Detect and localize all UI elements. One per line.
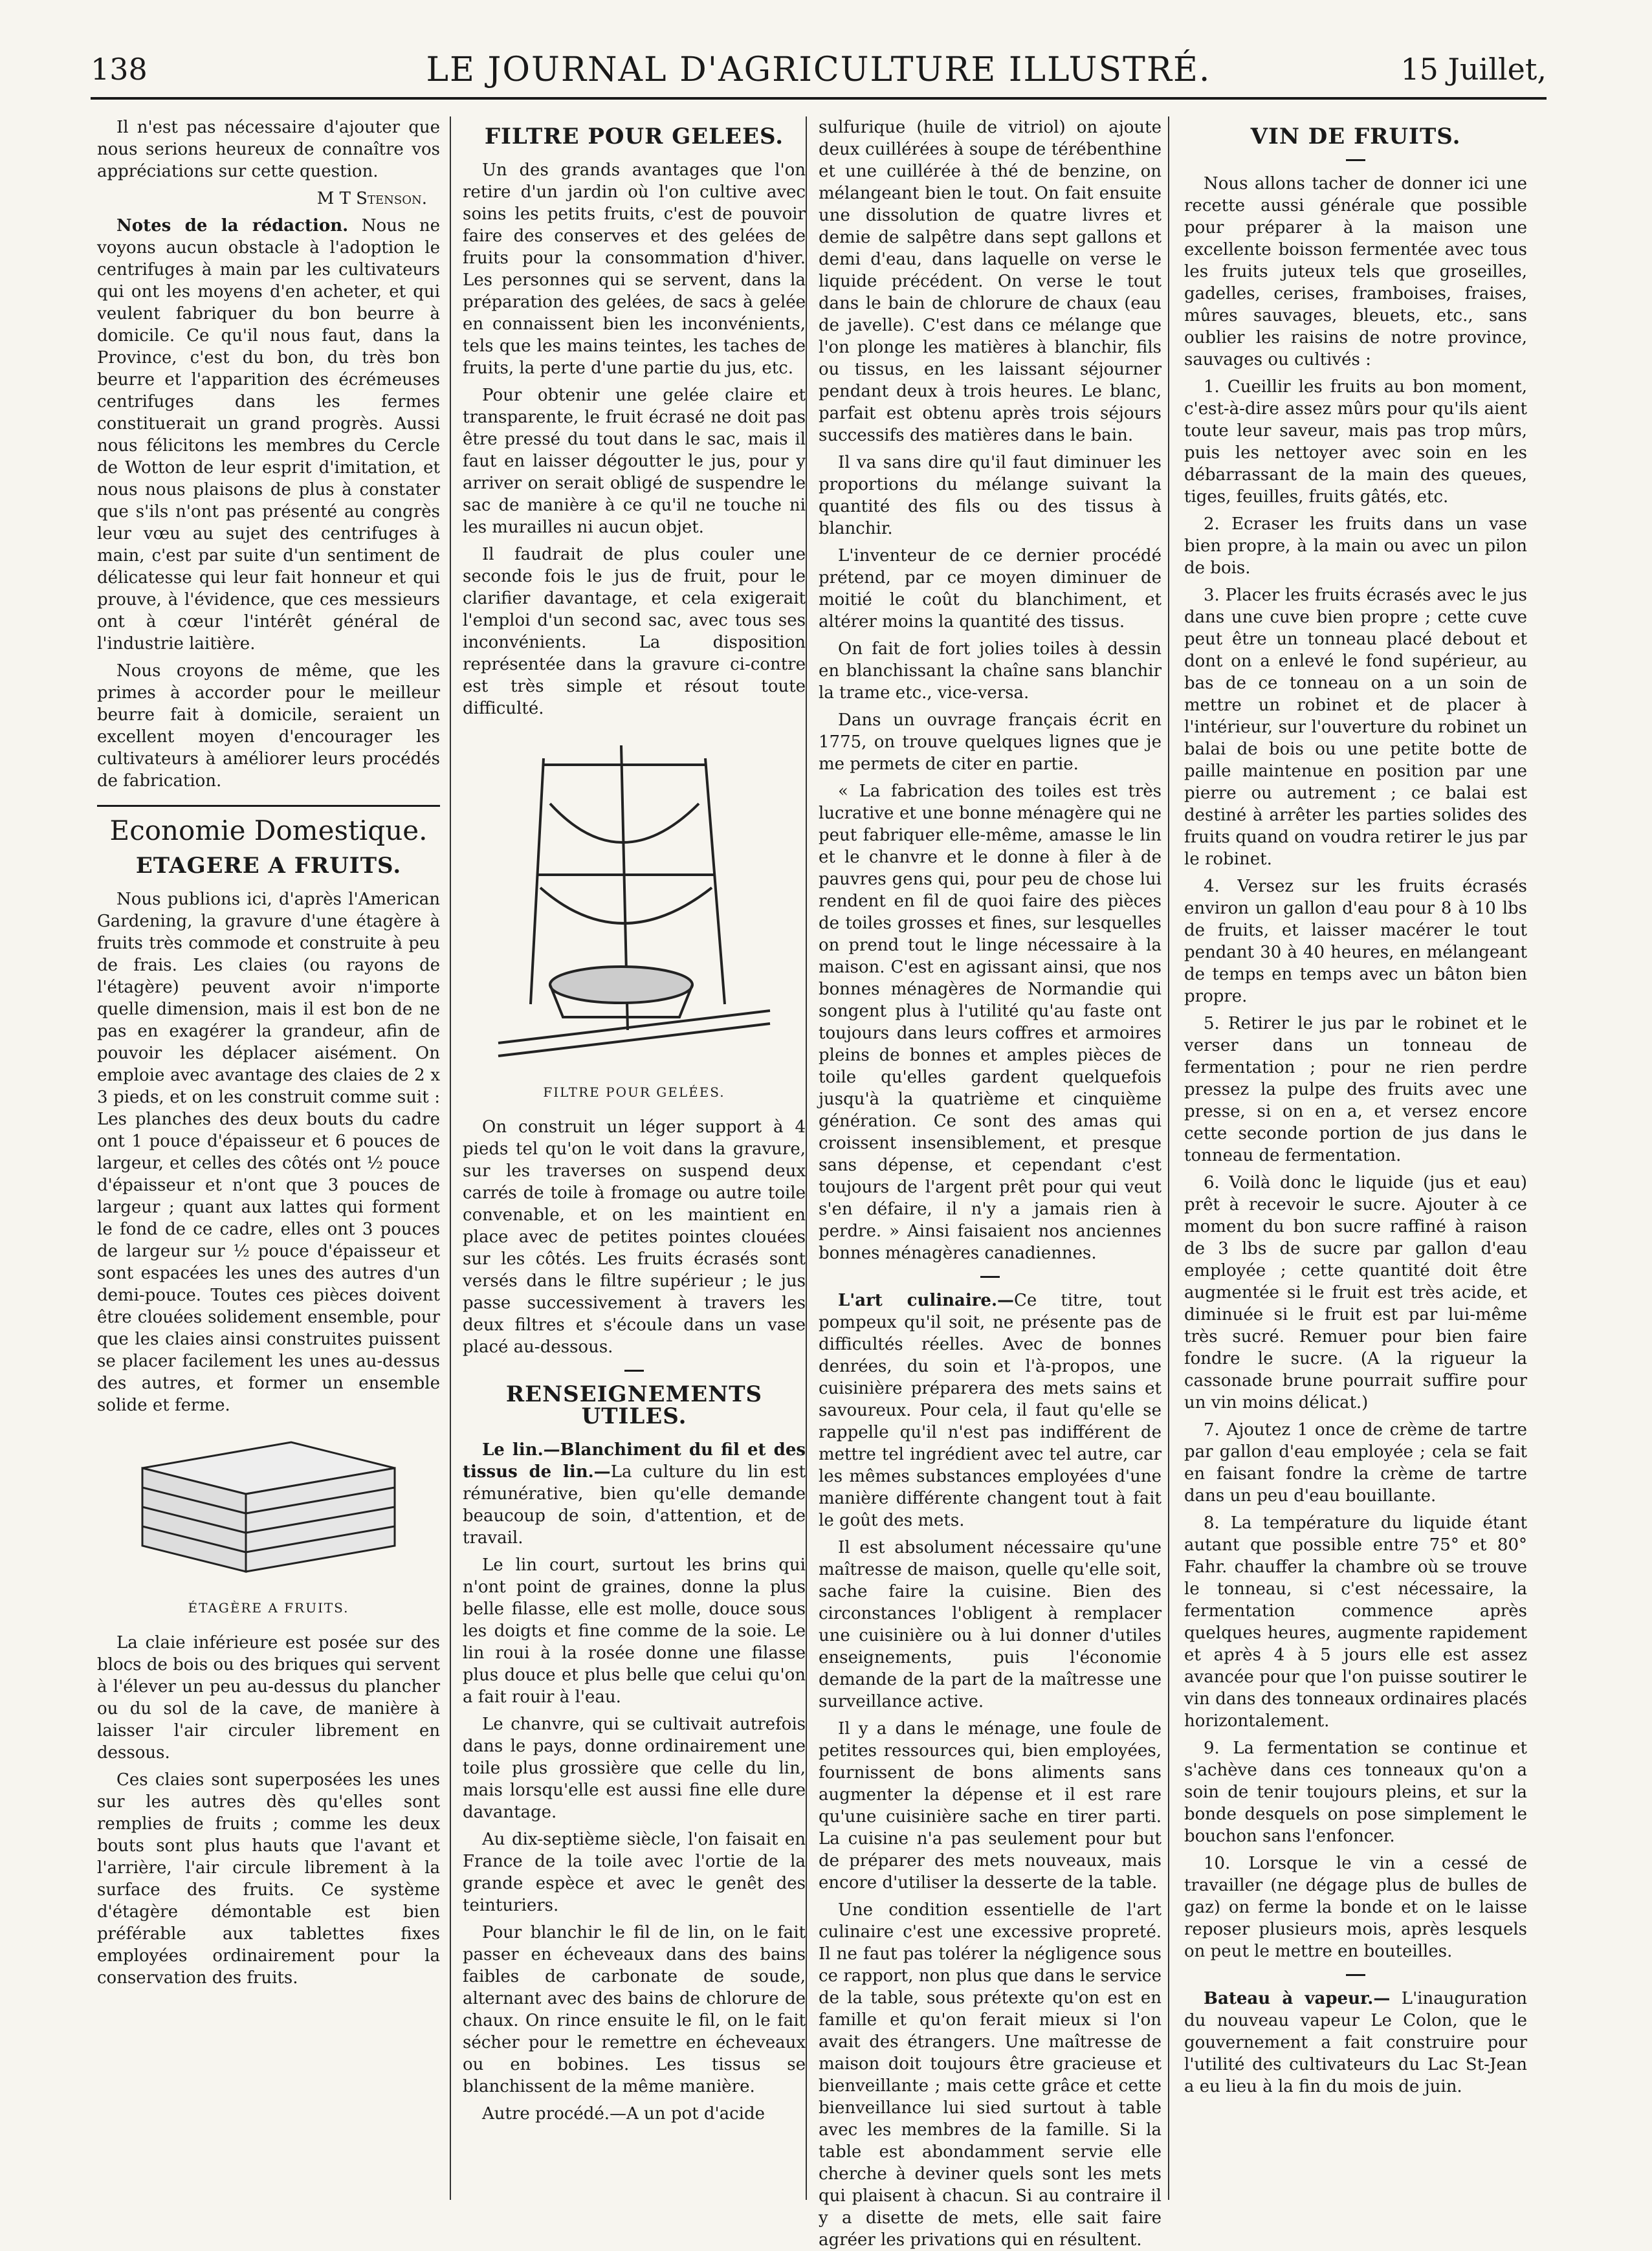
paragraph: Le chanvre, qui se cultivait autrefois dans le pays, donne ordinairement une toile plus grossière que celle du lin, mais lorsqu'elle est aussi fine elle dure davantage. bbox=[463, 1715, 806, 1822]
list-item: 5. Retirer le jus par le robinet et le verser dans un tonneau de fermentation ; pour ne rien perdre pressez la pulpe des fruits avec une presse, si on en a, et versez encore cette seconde portion de jus dans le tonneau de fermentation. bbox=[1184, 1014, 1527, 1165]
paragraph bbox=[97, 215, 440, 655]
divider bbox=[97, 805, 440, 807]
signature: M T Stenson. bbox=[316, 189, 427, 208]
issue-date: 15 Juillet, bbox=[1400, 52, 1547, 87]
list-item: 10. Lorsque le vin a cessé de travailler (ne dégage plus de bulles de gaz) on ferme la bonde et on le laisse reposer plusieurs mois, après lesquels on peut le mettre en bouteilles. bbox=[1184, 1854, 1527, 1961]
paragraph: sulfurique (huile de vitriol) on ajoute deux cuillérées à soupe de térébenthine et une cuillérée à thé de benzine, on mélangeant bien le tout. On fait ensuite une dissolution de quatre livres et demie de salpêtre dans sept gallons et demi d'eau, dans laquelle on verse le liquide précédent. On verse le tout dans le bain de chlorure de chaux (eau de javelle). C'est dans ce mélange que l'on plonge les matières à blanchir, fils ou tissus, en les laissant séjourner pendant deux à trois heures. Le blanc, parfait est obtenu après trois séjours successifs des matières dans le bain. bbox=[819, 118, 1162, 445]
paragraph: L'inventeur de ce dernier procédé prétend, par ce moyen diminuer de moitié le coût du blanchiment, et altérer moins la quantité des tissus. bbox=[819, 546, 1162, 631]
divider bbox=[624, 1370, 644, 1372]
article-title: VIN DE FRUITS. bbox=[1250, 124, 1461, 149]
list-item: 4. Versez sur les fruits écrasés environ un gallon d'eau pour 8 à 10 lbs de fruits, et laisser macérer le tout pendant 30 à 40 heures, en mélangeant de temps en temps avec un bâton bien propre. bbox=[1184, 877, 1527, 1006]
divider bbox=[1346, 159, 1365, 161]
list-item: 7. Ajoutez 1 once de crème de tartre par gallon d'eau employée ; cela se fait en faisant fondre la crème de tartre dans un peu d'eau bouillante. bbox=[1184, 1420, 1527, 1506]
paragraph: La claie inférieure est posée sur des blocs de bois ou des briques qui servent à l'élever un peu au-dessus du plancher ou du sol de la cave, de manière à laisser l'air circuler librement en dessous. bbox=[97, 1633, 440, 1762]
figure-caption: FILTRE POUR GELÉES. bbox=[543, 1084, 725, 1100]
paragraph-lead: Notes de la rédaction. bbox=[116, 216, 349, 236]
paragraph: On construit un léger support à 4 pieds tel qu'on le voit dans la gravure, sur les traverses on suspend deux carrés de toile à fromage ou autre toile convenable, et on les maintient en place avec de petites pointes clouées sur les côtés. Les fruits écrasés sont versés dans le filtre supérieur ; le jus passe successivement à travers les deux filtres et s'écoule dans un vase placé au-dessous. bbox=[463, 1117, 806, 1357]
paragraph: Le lin court, surtout les brins qui n'ont point de graines, donne la plus belle filasse, elle est molle, douce sous les doigts et fine comme de la soie. Le lin roui à la rosée donne une filasse plus douce et plus belle que celui qu'on a fait rouir à l'eau. bbox=[463, 1555, 806, 1707]
paragraph: Dans un ouvrage français écrit en 1775, on trouve quelques lignes que je me permets de citer en partie. bbox=[819, 710, 1162, 774]
paragraph: Autre procédé.—A un pot d'acide bbox=[482, 2104, 765, 2124]
column-divider bbox=[1168, 116, 1169, 2200]
paragraph-lead: L'art culinaire.— bbox=[838, 1291, 1015, 1310]
divider bbox=[980, 1276, 1000, 1278]
paragraph: Il y a dans le ménage, une foule de petites ressources qui, bien employées, fournissent de bons aliments sans augmenter la dépense et il est rare qu'une cuisinière sache en tirer parti. La cuisine n'a pas seulement pour but de préparer des mets nouveaux, mais encore d'utiliser la desserte de la table. bbox=[819, 1719, 1162, 1893]
section-title: Economie Domestique. bbox=[109, 815, 428, 846]
paragraph: Un des grands avantages que l'on retire d'un jardin où l'on cultive avec soins les petits fruits, c'est de pouvoir faire des conserves et des gelées de fruits pour la consommation d'hiver. Les personnes qui se servent, dans la préparation des gelées, de sacs à gelée en connaissent bien les inconvénients, tels que les mains teintes, les taches de fruits, la perte d'une partie du jus, etc. bbox=[463, 160, 806, 378]
page-header bbox=[91, 45, 1547, 100]
paragraph-text: La culture du lin est rémunérative, bien qu'elle demande beaucoup de soin, d'attention, et de travail. bbox=[463, 1462, 806, 1548]
paragraph-lead: Bateau à vapeur.— bbox=[1204, 1989, 1391, 2008]
paragraph: Une condition essentielle de l'art culinaire c'est une excessive propreté. Il ne faut pas tolérer la négligence sous ce rapport, non plus que dans le service de la table, sous prétexte qu'on est en famille et qu'on ferait mieux si l'on avait des étrangers. Une maîtresse de maison doit toujours être gracieuse et bienveillante ; mais cette grâce et cette bienveillance lui sied surtout à table avec les membres de la famille. Si la table est abondamment servie elle cherche à deviner quels sont les mets qui plaisent à chacun. Si au contraire il y a disette de mets, elle sait faire agréer les privations qui en résultent. bbox=[819, 1900, 1162, 2250]
column-1 bbox=[97, 116, 440, 2200]
paragraph: Nous croyons de même, que les primes à accorder pour le meilleur beurre fait à domicile, seraient un excellent moyen d'encourager les cultivateurs à améliorer leurs procédés de fabrication. bbox=[97, 661, 440, 791]
paragraph bbox=[1184, 1988, 1527, 2098]
list-item: 6. Voilà donc le liquide (jus et eau) prêt à recevoir le sucre. Ajouter à ce moment du bon sucre raffiné à raison de 3 lbs de sucre par gallon d'eau employée ; cette quantité doit être augmentée si le fruit est très acide, et diminuée si le fruit est par lui-même très sucré. Remuer pour bien faire fondre le sucre. (A la rigueur la cassonade brune pourrait suffire pour un vin moins délicat.) bbox=[1184, 1173, 1527, 1412]
section-title: RENSEIGNEMENTS UTILES. bbox=[505, 1381, 763, 1429]
journal-title: LE JOURNAL D'AGRICULTURE ILLUSTRÉ. bbox=[426, 50, 1211, 89]
paragraph bbox=[463, 1439, 806, 1549]
paragraph: Nous publions ici, d'après l'American Gardening, la gravure d'une étagère à fruits très commode et construite à peu de frais. Les claies (ou rayons de l'étagère) peuvent avoir n'importe quelle dimension, mais il est bon de ne pas en exagérer la grandeur, afin de pouvoir les déplacer aisément. On emploie avec avantage des claies de 2 x 3 pieds, et on les construit comme suit : Les planches des deux bouts du cadre ont 1 pouce d'épaisseur et 6 pouces de largeur, et celles des côtés ont ½ pouce d'épaisseur et n'ont que 3 pouces de largeur ; quant aux lattes qui forment le fond de ce cadre, elles ont 3 pouces de largeur sur ½ pouce d'épaisseur et sont espacées les unes des autres d'un demi-pouce. Toutes ces pièces doivent être clouées solidement ensemble, pour que les claies ainsi construites puissent se placer facilement les unes au-dessus des autres, et former un ensemble solide et ferme. bbox=[97, 890, 440, 1415]
paragraph: Il est absolument nécessaire qu'une maîtresse de maison, quelle qu'elle soit, sache faire la cuisine. Bien des circonstances l'obligent à remplacer une cuisinière ou à lui donner d'utiles enseignements, puis l'économie demande de la part de la maîtresse une surveillance active. bbox=[819, 1538, 1162, 1711]
list-item: 3. Placer les fruits écrasés avec le jus dans une cuve bien propre ; cette cuve peut être un tonneau placé debout et dont on a enlevé le fond supérieur, au bas de ce tonneau on a un soin de mettre un robinet et de placer à l'intérieur, sur l'ouverture du robinet un balai de bois ou une petite botte de paille maintenue en position par une pierre ou autrement ; ce balai est destiné à arrêter les parties solides des fruits quand on voudra retirer le jus par le robinet. bbox=[1184, 586, 1527, 869]
paragraph: Pour obtenir une gelée claire et transparente, le fruit écrasé ne doit pas être pressé du tout dans le sac, mais il faut en laisser dégoutter le jus, pour y arriver on serait obligé de suspendre le sac de manière à ce qu'il ne touche ni les murailles ni aucun objet. bbox=[463, 386, 806, 537]
paragraph-lead: Le lin.—Blanchiment du fil et des tissus de lin.— bbox=[463, 1440, 806, 1482]
paragraph: On fait de fort jolies toiles à dessin en blanchissant la chaîne sans blanchir la trame etc., vice-versa. bbox=[819, 639, 1162, 703]
list-item: 2. Ecraser les fruits dans un vase bien propre, à la main ou avec un pilon de bois. bbox=[1184, 514, 1527, 578]
page-number: 138 bbox=[91, 52, 148, 87]
paragraph: Il faudrait de plus couler une seconde fois le jus de fruit, pour le clarifier davantage, et cela exigerait l'emploi d'un second sac, avec tous ses inconvénients. La disposition représentée dans la gravure ci-contre est très simple et résout toute difficulté. bbox=[463, 545, 806, 718]
divider bbox=[1346, 1974, 1365, 1976]
paragraph-text: L'inauguration du nouveau vapeur Le Colon, que le gouvernement a fait construire pour l'utilité des cultivateurs du Lac St-Jean a eu lieu à la fin du mois de juin. bbox=[1184, 1989, 1527, 2096]
filtre-illustration bbox=[463, 732, 806, 1075]
paragraph: Il n'est pas nécessaire d'ajouter que nous serions heureux de connaître vos appréciations sur cette question. bbox=[97, 118, 440, 181]
paragraph: « La fabrication des toiles est très lucrative et une bonne ménagère qui ne peut fabriquer elle-même, amasse le lin et le chanvre et le donne à filer à de pauvres gens qui, pour peu de chose lui rendent en fil de quoi faire des pièces de toiles grosses et fines, sur lesquelles on prend tout le linge nécessaire à la maison. C'est en agissant ainsi, que nos bonnes ménagères de Normandie qui songent plus à l'utilité qu'au faste ont toujours dans leurs coffres et armoires pleins de bonnes et amples pièces de toile qu'elles gardent quelquefois jusqu'à la quatrième et cinquième génération. Ce sont des amas qui croissent insensiblement, et presque sans dépense, et cependant c'est toujours de l'argent prêt pour qui veut s'en défaire, il n'y a jamais rien à perdre. » Ainsi faisaient nos anciennes bonnes ménagères canadiennes. bbox=[819, 782, 1162, 1263]
paragraph-text: Ce titre, tout pompeux qu'il soit, ne présente pas de difficultés réelles. Avec de bonnes denrées, du soin et l'à-propos, une cuisinière préparera des mets sains et savoureux. Pour cela, il faut qu'elle se rappelle qu'il n'est pas indifférent de mettre tel ingrédient avec tel autre, car les mêmes substances employées d'une manière différente changent tout à fait le goût des mets. bbox=[819, 1291, 1162, 1530]
paragraph: Ces claies sont superposées les unes sur les autres dès qu'elles sont remplies de fruits ; comme les deux bouts sont plus hauts que l'avant et l'arrière, l'air circule librement à la surface des fruits. Ce système d'étagère démontable est bien préférable aux tablettes fixes employées ordinairement pour la conservation des fruits. bbox=[97, 1770, 440, 1988]
figure-caption: ÉTAGÈRE A FRUITS. bbox=[188, 1600, 349, 1616]
column-divider bbox=[450, 116, 451, 2200]
paragraph-text: Nous ne voyons aucun obstacle à l'adoption le centrifuges à main par les cultivateurs qui ont les moyens d'en acheter, et qui veulent fabriquer du bon beurre à domicile. Ce qu'il nous faut, dans la Province, c'est du bon, du très bon beurre et l'apparition des écrémeuses centrifuges dans les fermes constituerait un grand progrès. Aussi nous félicitons les membres du Cercle de Wotton de leur esprit d'imitation, et nous nous plaisons de plus à constater que s'ils n'ont pas présenté au congrès leur vœu au sujet des centrifuges à main, c'est par suite d'un sentiment de délicatesse qui leur fait honneur et qui prouve, à l'évidence, que ces messieurs ont à cœur l'intérêt général de l'industrie laitière. bbox=[97, 216, 441, 653]
column-2 bbox=[463, 116, 806, 2200]
column-4 bbox=[1184, 116, 1527, 2200]
paragraph: Nous allons tacher de donner ici une recette aussi générale que possible pour préparer à la maison une excellente boisson fermentée avec tous les fruits juteux tels que groseilles, gadelles, cerises, framboises, fraises, mûres sauvages, bleuets, etc., sans oublier les raisins de notre province, sauvages ou cultivés : bbox=[1184, 174, 1527, 369]
paragraph: Il va sans dire qu'il faut diminuer les proportions du mélange suivant la quantité des fils ou des tissus à blanchir. bbox=[819, 453, 1162, 538]
article-title: ETAGERE A FRUITS. bbox=[135, 853, 402, 879]
paragraph: Au dix-septième siècle, l'on faisait en France de la toile avec l'ortie de la grande espèce et avec le genêt des teinturiers. bbox=[463, 1830, 806, 1915]
column-divider bbox=[806, 116, 807, 2200]
list-item: 8. La température du liquide étant autant que possible entre 75° et 80° Fahr. chauffer la chambre où se trouve le tonneau, si c'est nécessaire, la fermentation commence après quelques heures, augmente rapidement et après 4 à 5 jours elle est assez avancée pour que l'on puisse soutirer le vin dans des tonneaux ordinaires placés horizontalement. bbox=[1184, 1513, 1527, 1731]
list-item: 1. Cueillir les fruits au bon moment, c'est-à-dire assez mûrs pour qu'ils aient toute leur saveur, mais pas trop mûrs, puis les nettoyer avec soin en les débarrassant de la main des queues, tiges, feuilles, fruits gâtés, etc. bbox=[1184, 377, 1527, 507]
paragraph bbox=[819, 1290, 1162, 1532]
list-item: 9. La fermentation se continue et s'achève dans ces tonneaux qu'on a soin de tenir toujours pleins, et sur la bonde desquels on pose simplement le bouchon sans l'enfoncer. bbox=[1184, 1739, 1527, 1846]
article-title: FILTRE POUR GELEES. bbox=[484, 124, 784, 149]
column-3 bbox=[819, 116, 1162, 2250]
etagere-illustration bbox=[97, 1429, 440, 1590]
paragraph: Pour blanchir le fil de lin, on le fait passer en écheveaux dans des bains faibles de carbonate de soude, alternant avec des bains de chlorure de chaux. On rince ensuite le fil, on le fait sécher pour le remettre en écheveaux ou en bobines. Les tissus se blanchissent de la même manière. bbox=[463, 1923, 806, 2096]
